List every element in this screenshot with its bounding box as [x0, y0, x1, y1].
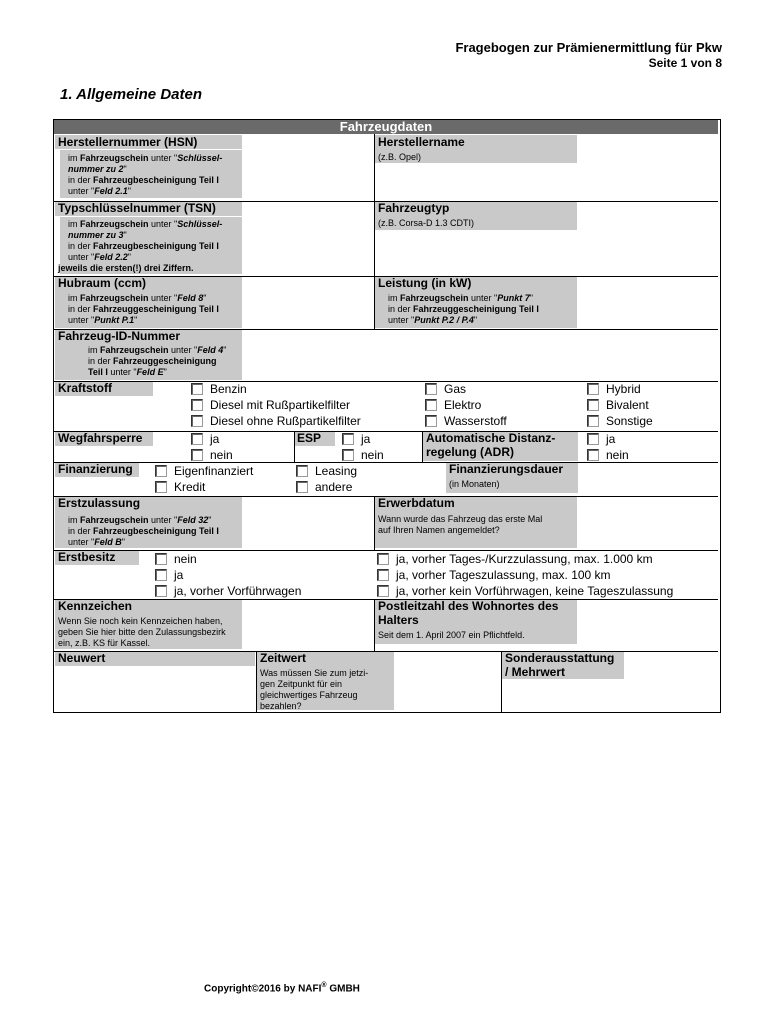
kraftstoff-benzin[interactable]: Benzin — [191, 382, 247, 396]
checkbox[interactable] — [191, 433, 203, 445]
erstzulassung-hint: im Fahrzeugschein unter "Feld 32" in der Fahrzeugbescheinigung Teil I unter "Feld B" — [68, 515, 219, 547]
checkbox[interactable] — [342, 433, 354, 445]
kennzeichen-label: Kennzeichen — [58, 599, 133, 613]
checkbox[interactable] — [155, 569, 167, 581]
checkbox[interactable] — [587, 399, 599, 411]
esp-ja[interactable]: ja — [342, 432, 370, 446]
erstzulassung-label: Erstzulassung — [58, 496, 141, 510]
erwerbdatum-hint: Wann wurde das Fahrzeug das erste Mal auf Ihren Namen angemeldet? — [378, 514, 543, 535]
erstbesitz-keine[interactable]: ja, vorher kein Vorführwagen, keine Tageszulassung — [377, 584, 673, 598]
checkbox[interactable] — [296, 481, 308, 493]
hubraum-label: Hubraum (ccm) — [58, 276, 147, 290]
checkbox[interactable] — [155, 481, 167, 493]
checkbox[interactable] — [342, 449, 354, 461]
tsn-label: Typschlüsselnummer (TSN) — [58, 201, 216, 215]
finanzierung-eigen[interactable]: Eigenfinanziert — [155, 464, 253, 478]
checkbox[interactable] — [587, 433, 599, 445]
esp-label: ESP — [297, 431, 322, 445]
checkbox[interactable] — [425, 399, 437, 411]
checkbox[interactable] — [191, 449, 203, 461]
hubraum-hint: im Fahrzeugschein unter "Feld 8" in der Fahrzeuggescheinigung Teil I unter "Punkt P.1" — [68, 293, 219, 325]
wegfahrsperre-ja[interactable]: ja — [191, 432, 219, 446]
kraftstoff-bivalent[interactable]: Bivalent — [587, 398, 649, 412]
finanzierung-andere[interactable]: andere — [296, 480, 352, 494]
finanzierung-leasing[interactable]: Leasing — [296, 464, 357, 478]
wegfahrsperre-nein[interactable]: nein — [191, 448, 233, 462]
sonder-label-1: Sonderausstattung — [505, 651, 615, 665]
checkbox[interactable] — [587, 415, 599, 427]
kraftstoff-diesel-ohne[interactable]: Diesel ohne Rußpartikelfilter — [191, 414, 361, 428]
erstbesitz-nein[interactable]: nein — [155, 552, 197, 566]
fahrzeugtyp-hint: (z.B. Corsa-D 1.3 CDTI) — [378, 218, 475, 228]
kraftstoff-diesel-mit[interactable]: Diesel mit Rußpartikelfilter — [191, 398, 350, 412]
erstbesitz-label: Erstbesitz — [58, 550, 116, 564]
adr-ja[interactable]: ja — [587, 432, 615, 446]
herstellername-label: Herstellername — [378, 135, 465, 149]
zeitwert-label: Zeitwert — [260, 651, 307, 665]
checkbox[interactable] — [377, 553, 389, 565]
checkbox[interactable] — [191, 415, 203, 427]
wegfahrsperre-label: Wegfahrsperre — [58, 431, 143, 445]
checkbox[interactable] — [191, 383, 203, 395]
section-heading: 1. Allgemeine Daten — [60, 86, 202, 103]
kennzeichen-hint: Wenn Sie noch kein Kennzeichen haben, geben Sie hier bitte den Zulassungsbezirk ein, z.B. KS für Kassel. — [58, 616, 226, 648]
tsn-note: jeweils die ersten(!) drei Ziffern. — [58, 263, 194, 273]
sonder-label-2: / Mehrwert — [505, 665, 566, 679]
fahrzeugdaten-band: Fahrzeugdaten — [54, 120, 718, 134]
checkbox[interactable] — [425, 415, 437, 427]
erstbesitz-tageszulassung-100[interactable]: ja, vorher Tageszulassung, max. 100 km — [377, 568, 611, 582]
checkbox[interactable] — [377, 569, 389, 581]
page-indicator: Seite 1 von 8 — [648, 56, 722, 70]
hsn-label: Herstellernummer (HSN) — [58, 135, 198, 149]
erstbesitz-tageszulassung-1000[interactable]: ja, vorher Tages-/Kurzzulassung, max. 1.000 km — [377, 552, 653, 566]
kraftstoff-elektro[interactable]: Elektro — [425, 398, 481, 412]
adr-nein[interactable]: nein — [587, 448, 629, 462]
kraftstoff-sonstige[interactable]: Sonstige — [587, 414, 653, 428]
plz-hint: Seit dem 1. April 2007 ein Pflichtfeld. — [378, 630, 525, 640]
leistung-hint: im Fahrzeugschein unter "Punkt 7" in der Fahrzeuggescheinigung Teil I unter "Punkt P.2 / P.4" — [388, 293, 539, 325]
zeitwert-hint: Was müssen Sie zum jetzi- gen Zeitpunkt für ein gleichwertiges Fahrzeug bezahlen? — [260, 668, 369, 711]
finanzierung-kredit[interactable]: Kredit — [155, 480, 205, 494]
row-divider — [54, 550, 718, 551]
document-title: Fragebogen zur Prämienermittlung für Pkw — [455, 40, 722, 55]
vehicle-data-form — [53, 119, 721, 713]
checkbox[interactable] — [587, 449, 599, 461]
plz-label-2: Halters — [378, 613, 419, 627]
leistung-label: Leistung (in kW) — [378, 276, 472, 290]
fahrzeugtyp-label: Fahrzeugtyp — [378, 201, 450, 215]
esp-nein[interactable]: nein — [342, 448, 384, 462]
checkbox[interactable] — [425, 383, 437, 395]
checkbox[interactable] — [191, 399, 203, 411]
tsn-hint: im Fahrzeugschein unter "Schlüssel- nummer zu 3" in der Fahrzeugbescheinigung Teil I unter "Feld 2.2" — [68, 219, 223, 262]
finanzierung-label: Finanzierung — [58, 462, 133, 476]
row-divider — [54, 431, 718, 432]
adr-label-2: regelung (ADR) — [426, 445, 514, 459]
kraftstoff-wasserstoff[interactable]: Wasserstoff — [425, 414, 507, 428]
fzid-label: Fahrzeug-ID-Nummer — [58, 329, 181, 343]
finanzierungsdauer-hint: (in Monaten) — [449, 479, 500, 489]
herstellername-hint: (z.B. Opel) — [378, 152, 422, 162]
checkbox[interactable] — [587, 383, 599, 395]
row-divider — [54, 462, 718, 463]
kraftstoff-hybrid[interactable]: Hybrid — [587, 382, 641, 396]
adr-label-1: Automatische Distanz- — [426, 431, 556, 445]
fzid-hint: im Fahrzeugschein unter "Feld 4" in der Fahrzeuggescheinigung Teil I unter "Feld E" — [88, 345, 227, 377]
kraftstoff-label: Kraftstoff — [58, 381, 112, 395]
checkbox[interactable] — [296, 465, 308, 477]
erstbesitz-vorfuehrwagen[interactable]: ja, vorher Vorführwagen — [155, 584, 301, 598]
checkbox[interactable] — [155, 553, 167, 565]
finanzierungsdauer-label: Finanzierungsdauer — [449, 462, 564, 476]
copyright-footer: Copyright©2016 by NAFI® GMBH — [204, 982, 360, 995]
neuwert-label: Neuwert — [58, 651, 106, 665]
plz-label-1: Postleitzahl des Wohnortes des — [378, 599, 559, 613]
erwerbdatum-label: Erwerbdatum — [378, 496, 455, 510]
checkbox[interactable] — [155, 465, 167, 477]
kraftstoff-gas[interactable]: Gas — [425, 382, 466, 396]
checkbox[interactable] — [155, 585, 167, 597]
erstbesitz-ja[interactable]: ja — [155, 568, 183, 582]
hsn-hint: im Fahrzeugschein unter "Schlüssel- nummer zu 2" in der Fahrzeugbescheinigung Teil I unter "Feld 2.1" — [68, 153, 223, 196]
checkbox[interactable] — [377, 585, 389, 597]
